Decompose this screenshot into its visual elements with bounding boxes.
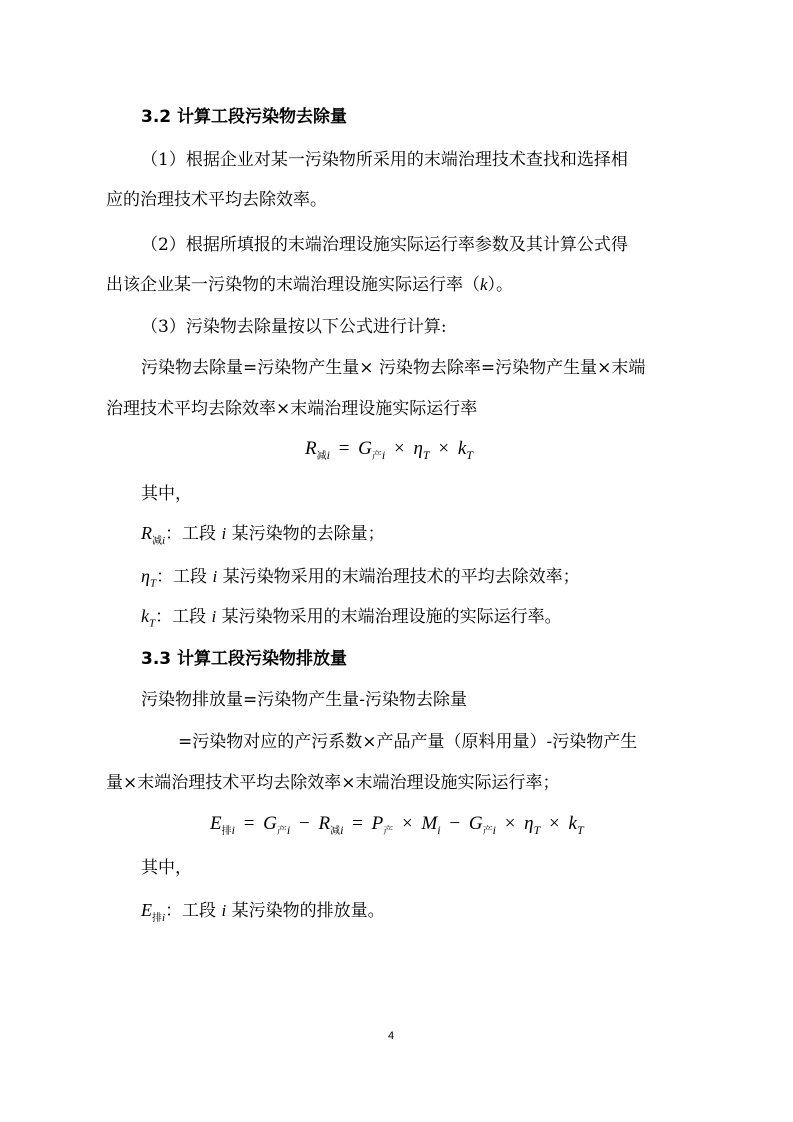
operator-equals: =: [338, 438, 350, 459]
sub-i: i: [381, 447, 386, 462]
where-label-2: 其中，: [141, 858, 192, 878]
removal-equation-text-line-2: 治理技术平均去除效率×末端治理设施实际运行率: [106, 399, 478, 419]
paragraph-2-k-symbol: k: [480, 275, 488, 294]
definition-eta-symbol: $\eta_T$: [141, 566, 157, 590]
paragraph-2-text-a: 出该企业某一污染物的末端治理设施实际运行率（: [106, 275, 480, 295]
section-heading-3-2: 3.2 计算工段污染物去除量: [141, 107, 348, 127]
definition-e: $E_{排i}$：工段 i 某污染物的排放量。: [141, 900, 385, 924]
emission-equation-text-line-1: 污染物排放量=污染物产生量-污染物去除量: [141, 690, 467, 710]
emission-equation-text-line-3: 量×末端治理技术平均去除效率×末端治理设施实际运行率；: [106, 773, 560, 793]
symbol-k: k: [457, 438, 467, 459]
section-heading-3-3: 3.3 计算工段污染物排放量: [141, 649, 348, 669]
removal-equation-text-line-1: 污染物去除量=污染物产生量× 污染物去除率=污染物产生量×末端: [141, 358, 646, 378]
sub-t: T: [422, 447, 430, 462]
paragraph-1-line-1: （1）根据企业对某一污染物所采用的末端治理技术查找和选择相: [141, 150, 628, 170]
definition-eta: $\eta_T$：工段 i 某污染物采用的末端治理技术的平均去除效率；: [141, 566, 580, 590]
paragraph-2-text-b: ）。: [487, 275, 514, 295]
emission-formula: $E_{排i} = G_{产i} - R_{减i} = P_产 \times M_i - G_{产i} \times \eta_T \times k_T$: [210, 813, 584, 837]
paragraph-3: （3）污染物去除量按以下公式进行计算:: [141, 317, 447, 337]
symbol-eta: η: [413, 438, 423, 459]
definition-k-symbol: $k_T$: [141, 606, 156, 630]
definition-r: $R_{减i}$：工段 i 某污染物的去除量；: [141, 523, 385, 547]
removal-formula: [305, 437, 473, 469]
definition-r-symbol: $R_{减i}$: [141, 523, 166, 547]
sub-jian: 减: [316, 450, 327, 462]
paragraph-1-line-2: 应的治理技术平均去除效率。: [106, 190, 327, 210]
operator-times: ×: [438, 438, 450, 459]
page-number: 4: [388, 1030, 395, 1042]
where-label-1: 其中，: [141, 484, 192, 504]
definition-e-symbol: $E_{排i}$: [141, 900, 166, 924]
emission-equation-text-line-2: =污染物对应的产污系数×产品产量（原料用量）-污染物产生: [178, 732, 638, 752]
paragraph-2-line-1: （2）根据所填报的末端治理设施实际运行率参数及其计算公式得: [141, 235, 628, 255]
sub-i: i: [326, 447, 330, 462]
symbol-r: R: [305, 438, 317, 459]
sub-t: T: [466, 447, 473, 462]
paragraph-2-line-2: [106, 274, 513, 296]
operator-times: ×: [394, 438, 405, 459]
symbol-g: G: [358, 438, 372, 459]
sub-chan: 产: [371, 450, 382, 462]
definition-k: $k_T$：工段 i 某污染物采用的末端治理设施的实际运行率。: [141, 606, 562, 630]
